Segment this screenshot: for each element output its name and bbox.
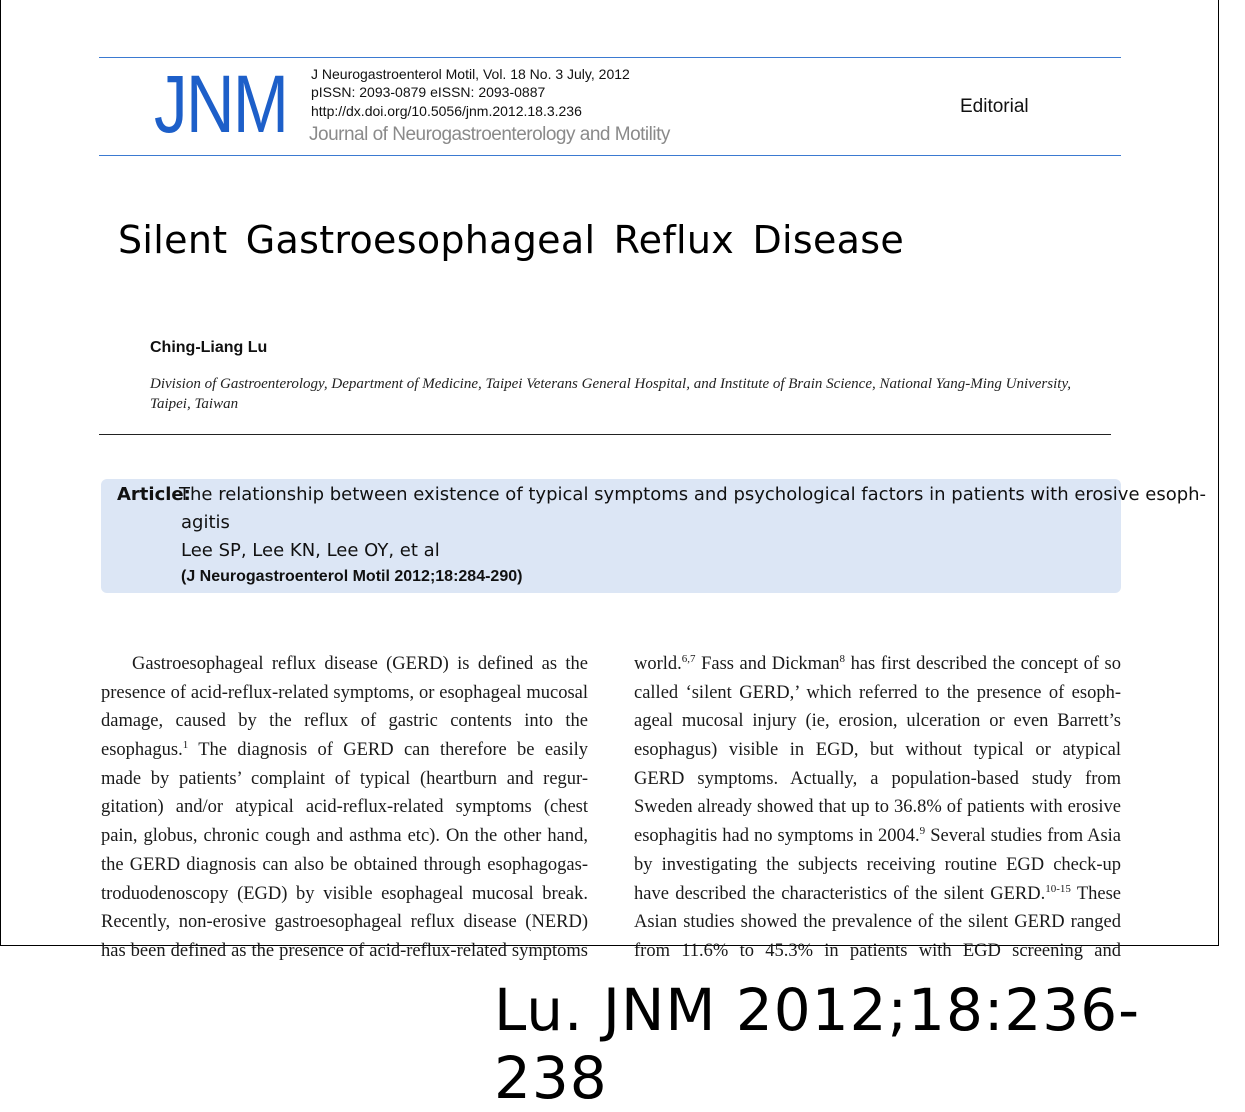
body-line <box>634 650 1121 679</box>
body-line: GERD symptoms. Actually, a population-based study from <box>634 768 1121 789</box>
issn-line: pISSN: 2093-0879 eISSN: 2093-0887 <box>311 84 546 100</box>
related-article-authors: Lee SP, Lee KN, Lee OY, et al <box>181 540 440 561</box>
header-bottom-rule <box>99 155 1121 156</box>
paper-title: Silent Gastroesophageal Reflux Disease <box>118 218 905 262</box>
journal-name: Journal of Neurogastroenterology and Motility <box>309 124 670 145</box>
slide-caption: Lu. JNM 2012;18:236-238 <box>494 976 1141 1112</box>
body-line <box>634 822 1121 851</box>
body-fragment: has first described the concept of so <box>850 654 1122 674</box>
body-line: presence of acid-reflux-related symptoms, or esophageal mucosal <box>101 682 588 703</box>
body-line: Recently, non-erosive gastroesophageal reflux disease (NERD) <box>101 912 588 933</box>
doi-link[interactable]: http://dx.doi.org/10.5056/jnm.2012.18.3.236 <box>311 103 582 119</box>
journal-logo: JNM <box>154 59 288 150</box>
body-line: by investigating the subjects receiving routine EGD check-up <box>634 854 1121 875</box>
related-article-citation: (J Neurogastroenterol Motil 2012;18:284-290) <box>181 568 523 585</box>
article-label: Article: <box>117 484 191 505</box>
body-line: the GERD diagnosis can also be obtained through esophagogas- <box>101 854 588 875</box>
body-line: damage, caused by the reflux of gastric contents into the <box>101 711 588 732</box>
body-fragment: world. <box>634 654 682 674</box>
body-column-right <box>634 650 1122 961</box>
author-name: Ching-Liang Lu <box>150 339 268 356</box>
section-divider <box>99 434 1111 435</box>
body-line: esophagus) visible in EGD, but without typical or atypical <box>634 740 1121 761</box>
body-line: Asian studies showed the prevalence of the silent GERD ranged <box>634 912 1121 933</box>
body-line <box>101 736 588 765</box>
body-line: called ‘silent GERD,’ which referred to the presence of esoph- <box>634 682 1121 703</box>
body-line <box>634 880 1121 909</box>
body-line-cut: has been defined as the presence of acid-reflux-related symptoms <box>101 940 588 961</box>
body-fragment: These <box>1076 883 1122 904</box>
body-fragment: have described the characteristics of the silent GERD. <box>634 883 1046 904</box>
body-line: Sweden already showed that up to 36.8% of patients with erosive <box>634 797 1121 818</box>
related-article-title-cont: agitis <box>181 512 230 533</box>
body-line: gitation) and/or atypical acid-reflux-related symptoms (chest <box>101 797 588 818</box>
citation-line: J Neurogastroenterol Motil, Vol. 18 No. 3 July, 2012 <box>311 66 630 82</box>
related-article-box <box>101 479 1207 593</box>
body-line-cut: from 11.6% to 45.3% in patients with EGD screening and <box>634 940 1121 961</box>
body-line: pain, globus, chronic cough and asthma etc). On the other hand, <box>101 826 588 847</box>
body-line: Gastroesophageal reflux disease (GERD) is defined as the <box>132 654 588 674</box>
body-fragment: The diagnosis of GERD can therefore be easily <box>198 740 588 761</box>
reference-superscript: 8 <box>839 653 846 665</box>
related-article-title: The relationship between existence of typical symptoms and psychological factors in patients with erosive esoph- <box>179 484 1207 505</box>
body-fragment: Fass and Dickman <box>701 654 840 674</box>
reference-superscript: 10-15 <box>1045 882 1071 895</box>
body-line: troduodenoscopy (EGD) by visible esophageal mucosal break. <box>101 883 588 904</box>
article-type: Editorial <box>960 96 1029 117</box>
reference-superscript: 9 <box>919 825 926 838</box>
author-affiliation: Division of Gastroenterology, Department of Medicine, Taipei Veterans General Hospital, and Institute of Brain Science, National Yang-Ming University, Taipei, Taiwan <box>150 376 1072 412</box>
body-fragment: esophagitis had no symptoms in 2004. <box>634 826 920 847</box>
body-column-left <box>101 650 588 961</box>
header-top-rule <box>99 57 1121 58</box>
body-fragment: esophagus. <box>101 740 183 761</box>
body-fragment: Several studies from Asia <box>930 826 1121 847</box>
body-line: ageal mucosal injury (ie, erosion, ulceration or even Barrett’s <box>634 711 1121 732</box>
body-line: made by patients’ complaint of typical (heartburn and regur- <box>101 768 588 789</box>
reference-superscript: 1 <box>182 739 189 752</box>
reference-superscript: 6,7 <box>681 653 696 665</box>
